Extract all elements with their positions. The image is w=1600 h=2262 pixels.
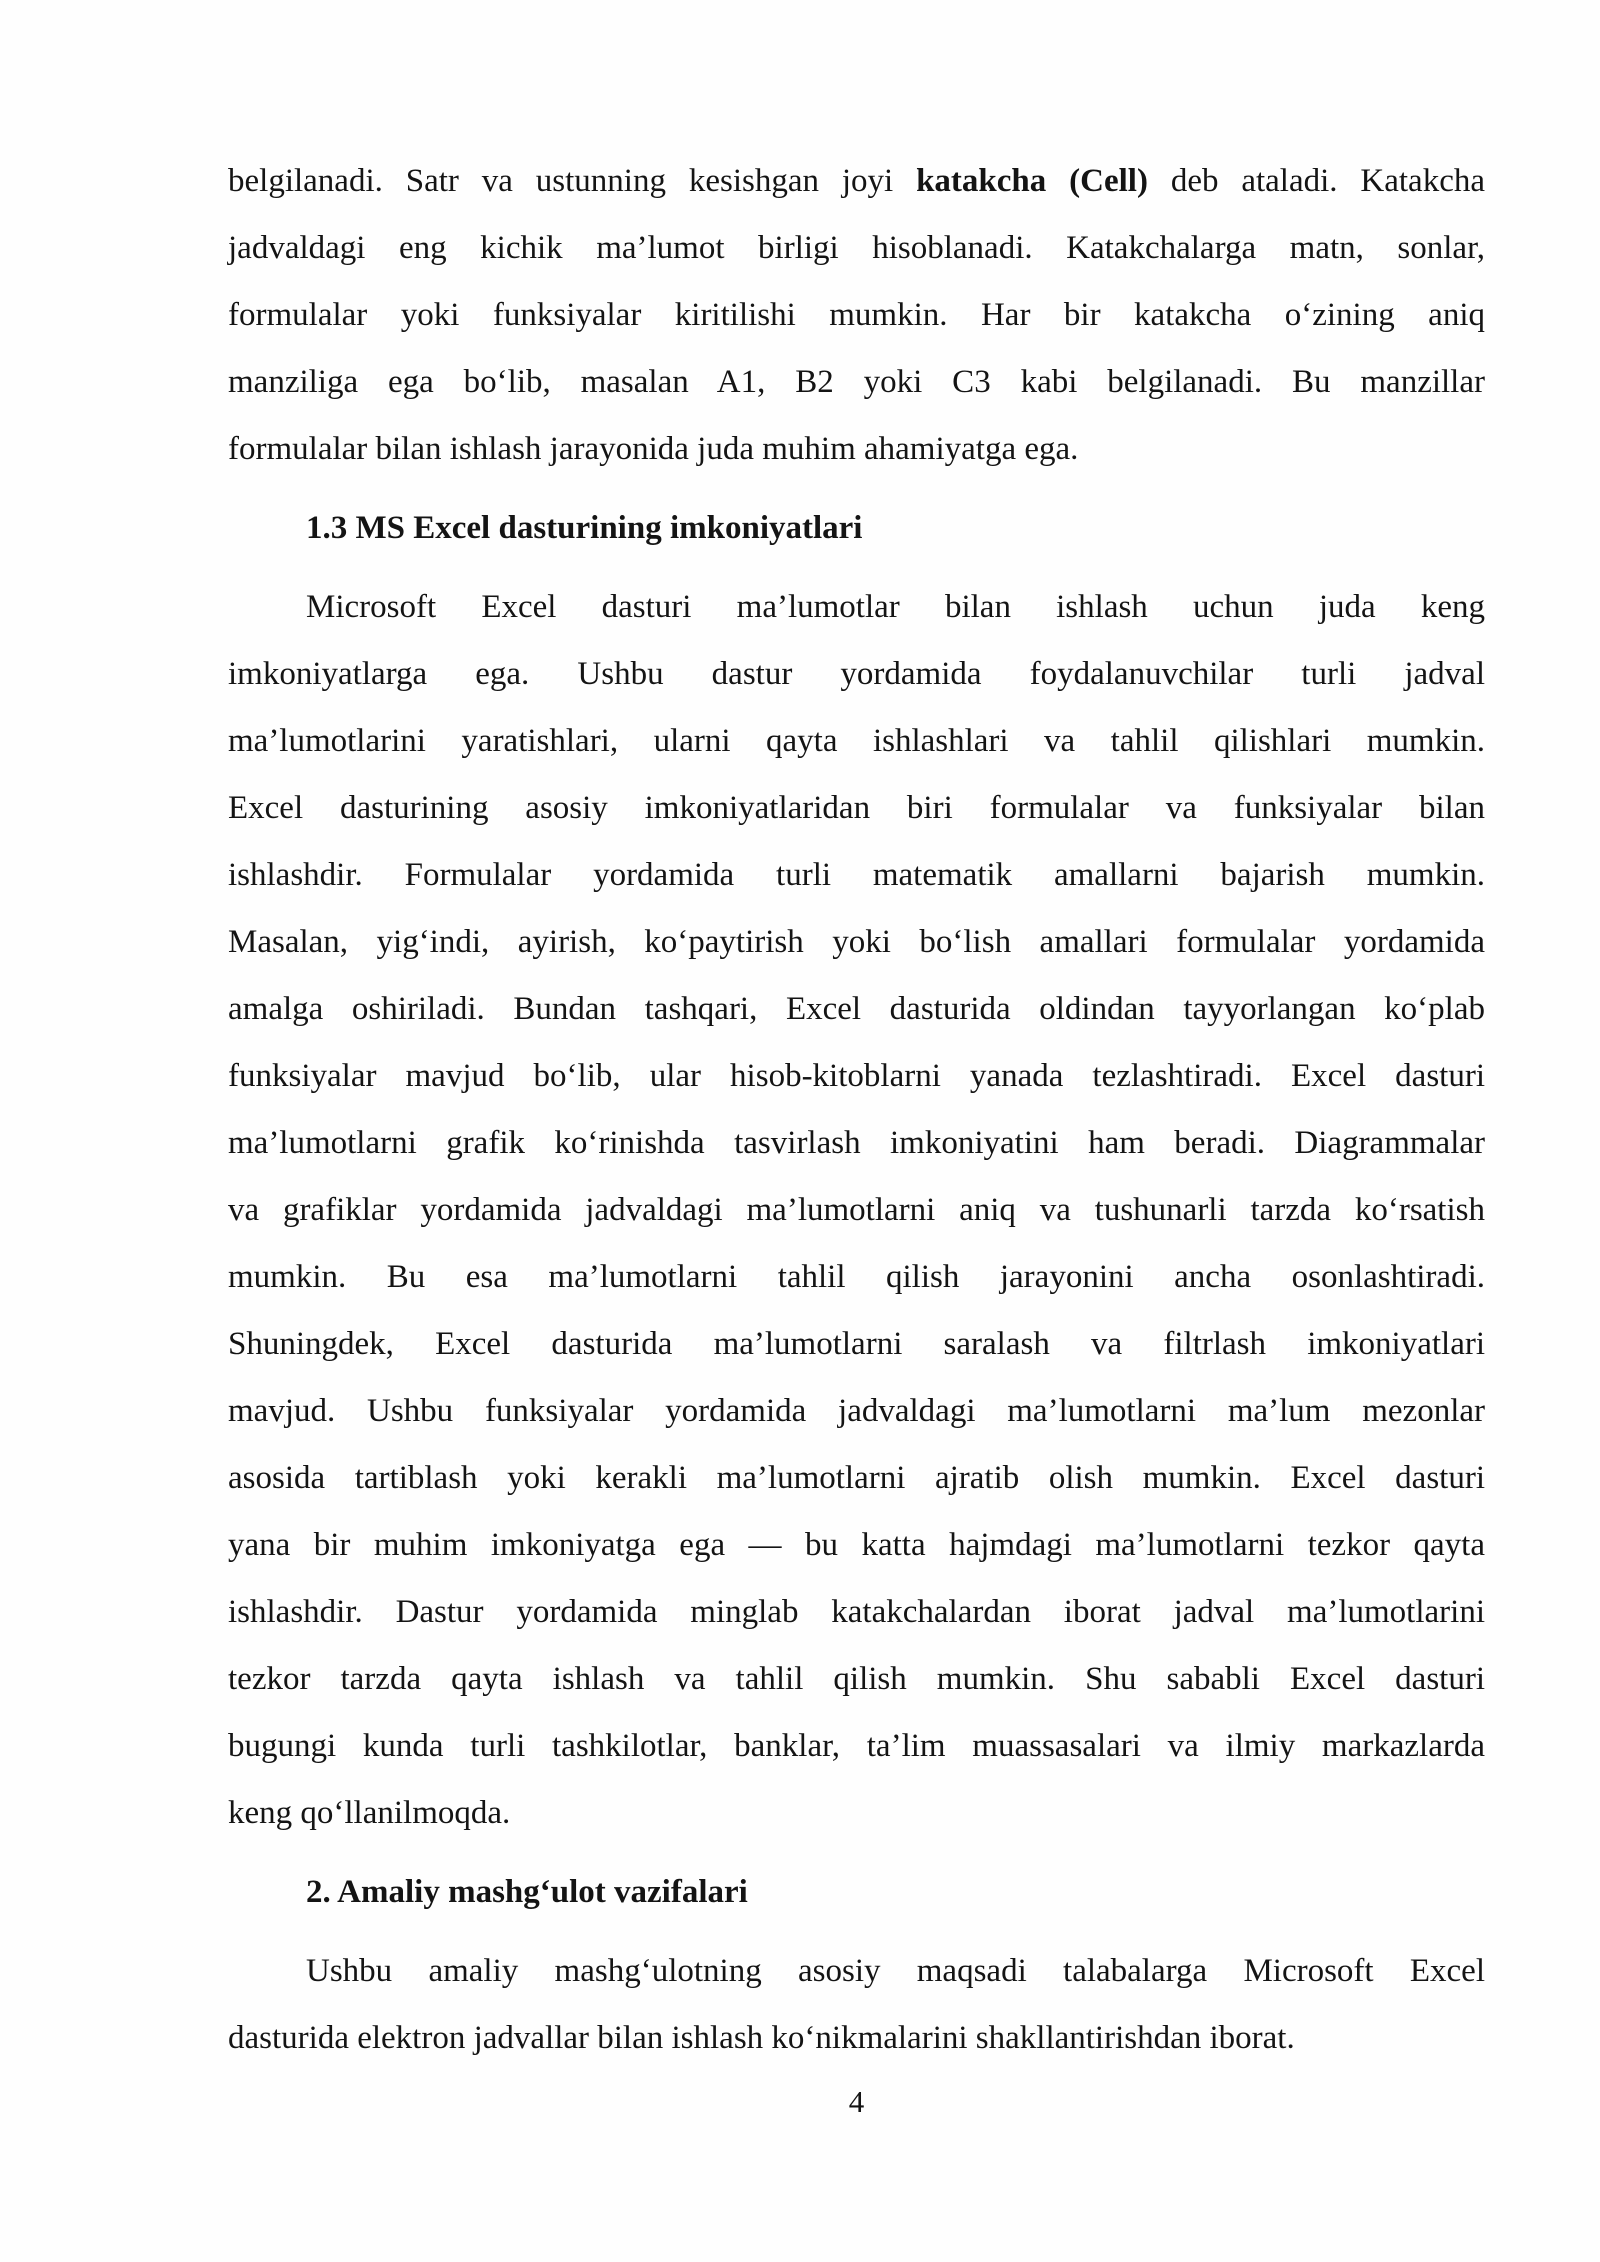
text-line (228, 282, 1485, 349)
body-text: asosida tartiblash yoki kerakli ma’lumotlarni ajratib olish mumkin. Excel dasturi (228, 1460, 1485, 1496)
body-text: ishlashdir. Dastur yordamida minglab katakchalardan iborat jadval ma’lumotlarini (228, 1594, 1485, 1630)
text-line (228, 148, 1485, 215)
body-text: Ushbu amaliy mashg‘ulotning asosiy maqsadi talabalarga Microsoft Excel (306, 1953, 1485, 1989)
bold-text: katakcha (Cell) (916, 163, 1148, 199)
body-text: ma’lumotlarini yaratishlari, ularni qayta ishlashlari va tahlil qilishlari mumkin. (228, 723, 1485, 759)
body-text: keng qo‘llanilmoqda. (228, 1795, 511, 1831)
body-text: jadvaldagi eng kichik ma’lumot birligi hisoblanadi. Katakchalarga matn, sonlar, (228, 230, 1485, 266)
body-text: deb ataladi. Katakcha (1147, 163, 1485, 199)
text-line (228, 1043, 1485, 1110)
paragraph-excel-capabilities (228, 574, 1485, 1847)
body-text: imkoniyatlarga ega. Ushbu dastur yordamida foydalanuvchilar turli jadval (228, 656, 1485, 692)
text-line (228, 641, 1485, 708)
text-line (228, 708, 1485, 775)
body-text: Microsoft Excel dasturi ma’lumotlar bilan ishlash uchun juda keng (306, 589, 1485, 625)
body-text: Masalan, yig‘indi, ayirish, ko‘paytirish yoki bo‘lish amallari formulalar yordamida (228, 924, 1485, 960)
body-text: yana bir muhim imkoniyatga ega — bu katta hajmdagi ma’lumotlarni tezkor qayta (228, 1527, 1485, 1563)
body-text: amalga oshiriladi. Bundan tashqari, Excel dasturida oldindan tayyorlangan ko‘plab (228, 991, 1485, 1027)
text-line (228, 349, 1485, 416)
text-line (228, 1938, 1485, 2005)
text-line (228, 775, 1485, 842)
text-line (228, 1780, 1485, 1847)
body-text: ma’lumotlarni grafik ko‘rinishda tasvirlash imkoniyatini ham beradi. Diagrammalar (228, 1125, 1485, 1161)
body-text: mavjud. Ushbu funksiyalar yordamida jadvaldagi ma’lumotlarni ma’lum mezonlar (228, 1393, 1485, 1429)
text-line (228, 1646, 1485, 1713)
page-number: 4 (848, 2084, 865, 2119)
body-text: formulalar bilan ishlash jarayonida juda muhim ahamiyatga ega. (228, 431, 1079, 467)
body-text: manziliga ega bo‘lib, masalan A1, B2 yoki C3 kabi belgilanadi. Bu manzillar (228, 364, 1485, 400)
section-heading-excel-capabilities: 1.3 MS Excel dasturining imkoniyatlari (306, 510, 863, 546)
body-text: dasturida elektron jadvallar bilan ishlash ko‘nikmalarini shakllantirishdan iborat. (228, 2020, 1295, 2056)
text-line (228, 1579, 1485, 1646)
body-text: funksiyalar mavjud bo‘lib, ular hisob-kitoblarni yanada tezlashtiradi. Excel dasturi (228, 1058, 1485, 1094)
body-text: va grafiklar yordamida jadvaldagi ma’lumotlarni aniq va tushunarli tarzda ko‘rsatish (228, 1192, 1485, 1228)
body-text: formulalar yoki funksiyalar kiritilishi mumkin. Har bir katakcha o‘zining aniq (228, 297, 1485, 333)
text-line (228, 1110, 1485, 1177)
paragraph-practical-goal (228, 1938, 1485, 2072)
body-text: tezkor tarzda qayta ishlash va tahlil qilish mumkin. Shu sababli Excel dasturi (228, 1661, 1485, 1697)
body-text: ishlashdir. Formulalar yordamida turli matematik amallarni bajarish mumkin. (228, 857, 1485, 893)
text-line (228, 976, 1485, 1043)
section-heading-practical-tasks: 2. Amaliy mashg‘ulot vazifalari (306, 1874, 748, 1910)
body-text: Shuningdek, Excel dasturida ma’lumotlarni saralash va filtrlash imkoniyatlari (228, 1326, 1485, 1362)
text-line (228, 842, 1485, 909)
text-line (228, 1713, 1485, 1780)
text-line (228, 909, 1485, 976)
text-line (228, 416, 1485, 483)
body-text: belgilanadi. Satr va ustunning kesishgan joyi (228, 163, 917, 199)
body-text: bugungi kunda turli tashkilotlar, banklar, ta’lim muassasalari va ilmiy markazlarda (228, 1728, 1485, 1764)
text-line (228, 215, 1485, 282)
text-line (228, 1311, 1485, 1378)
text-line (228, 1177, 1485, 1244)
text-line (228, 1378, 1485, 1445)
text-line (228, 2005, 1485, 2072)
text-line (228, 1445, 1485, 1512)
text-line (228, 1512, 1485, 1579)
paragraph-cell-definition (228, 148, 1485, 483)
text-line (228, 574, 1485, 641)
text-line (228, 1244, 1485, 1311)
body-text: Excel dasturining asosiy imkoniyatlaridan biri formulalar va funksiyalar bilan (228, 790, 1485, 826)
body-text: mumkin. Bu esa ma’lumotlarni tahlil qilish jarayonini ancha osonlashtiradi. (228, 1259, 1485, 1295)
